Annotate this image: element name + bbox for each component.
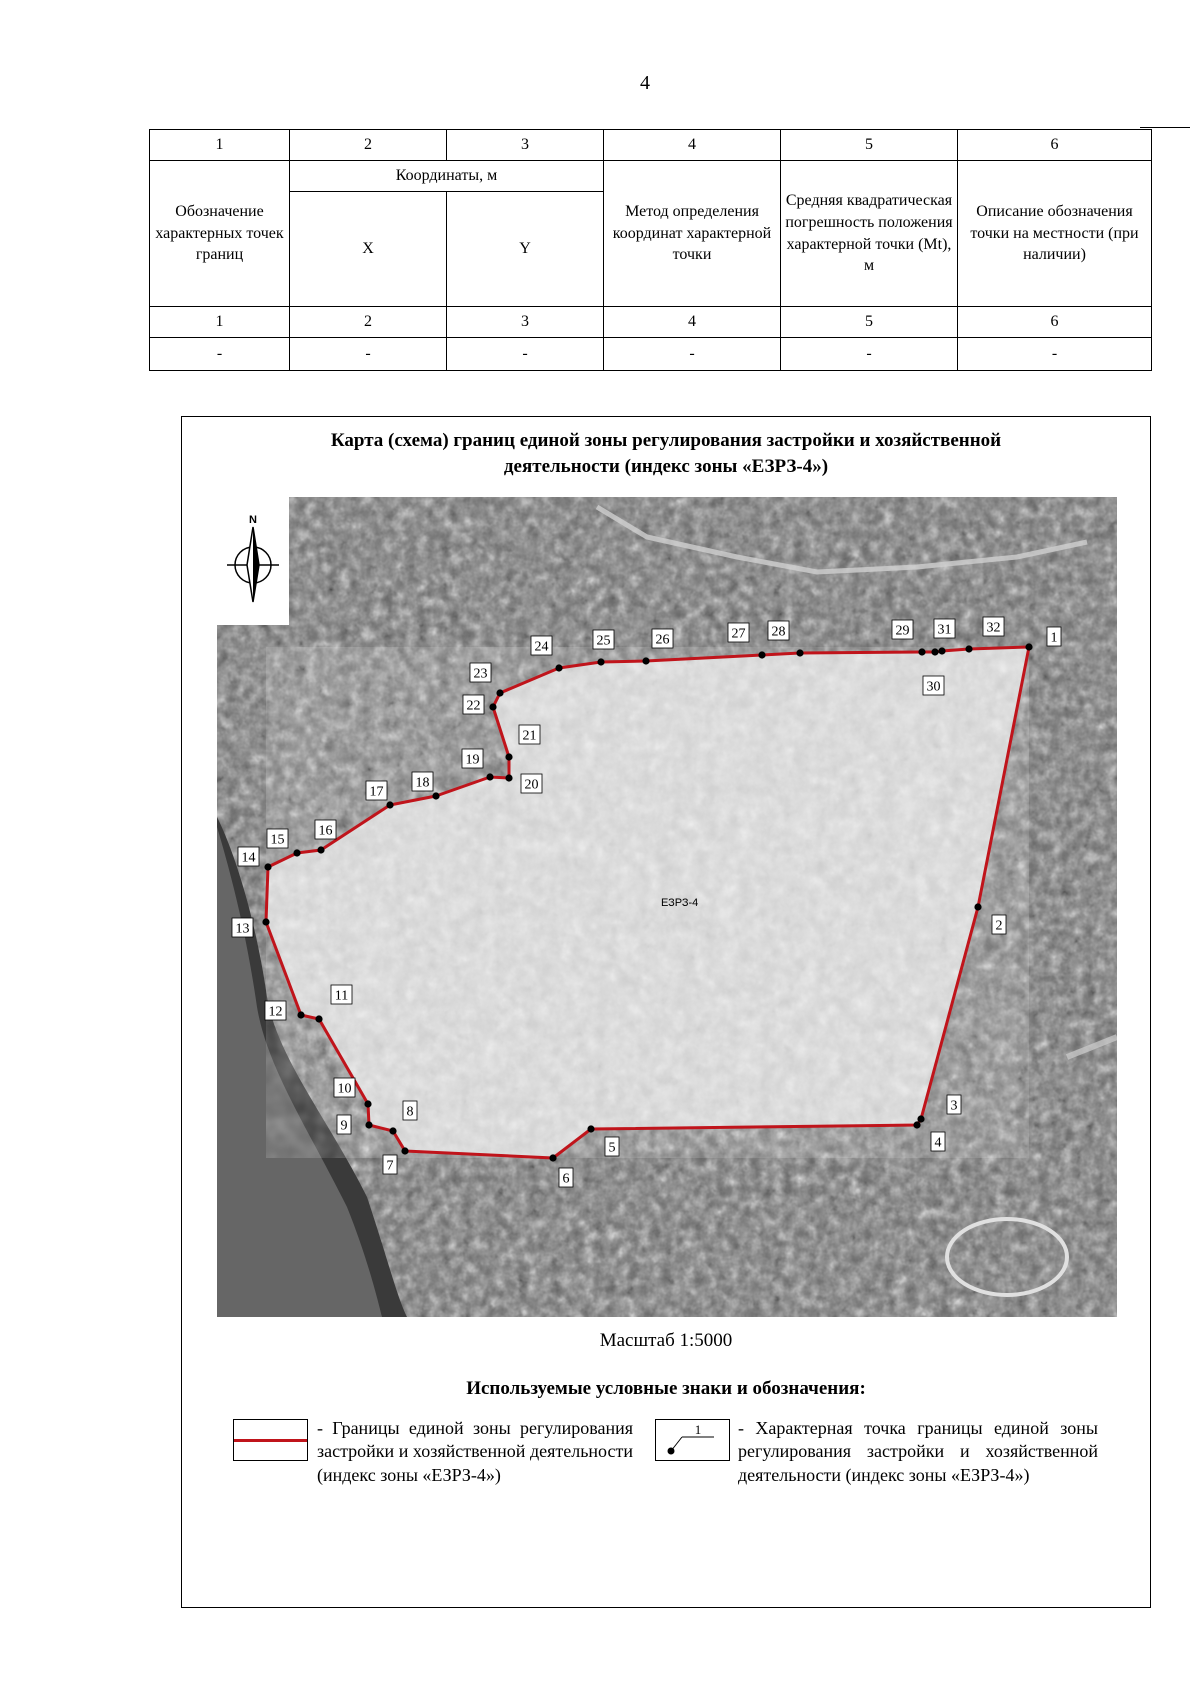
boundary-point-dot [401,1147,408,1154]
boundary-point-dot [1025,643,1032,650]
number-cell: 6 [958,307,1152,338]
table-cell: - [604,338,781,371]
boundary-point-dot [913,1121,920,1128]
point-label: 27 [731,626,746,642]
point-designation-header: Обозначение характерных точек границ [150,161,290,307]
boundary-point-dot [549,1154,556,1161]
number-cell: 2 [290,307,447,338]
boundary-point-dot [264,863,271,870]
boundary-point-dot [758,651,765,658]
point-label: 8 [406,1104,414,1120]
point-label: 24 [534,639,549,655]
point-label: 16 [318,823,333,839]
boundary-point-dot [974,903,981,910]
boundary-point-dot [587,1125,594,1132]
point-label: 9 [340,1118,348,1134]
number-cell: 3 [447,307,604,338]
boundary-point-dot [317,846,324,853]
boundary-point-dot [315,1015,322,1022]
map-title-line: Карта (схема) границ единой зоны регулирования застройки и хозяйственной [330,430,1002,451]
coordinates-table [149,129,1152,371]
boundary-point-dot [496,689,503,696]
boundary-point-dot [938,647,945,654]
map-image [217,497,1117,1317]
table-cell: - [781,338,958,371]
header-number-cell: 3 [447,130,604,161]
point-label: 22 [466,698,481,714]
table-header-row [150,161,1152,192]
table-cell: - [447,338,604,371]
boundary-point-dot [917,1115,924,1122]
map-title [181,428,1151,479]
table-number-row [150,307,1152,338]
point-label: 10 [337,1081,352,1097]
point-label: 5 [608,1140,616,1156]
number-cell: 1 [150,307,290,338]
x-header: X [290,192,447,307]
point-label: 12 [268,1004,283,1020]
description-header: Описание обозначения точки на местности (при наличии) [958,161,1152,307]
point-label: 15 [270,832,285,848]
point-label: 1 [1050,630,1058,646]
boundary-point-dot [297,1011,304,1018]
point-label: 4 [934,1135,942,1151]
boundary-point-dot [505,753,512,760]
point-label: 18 [415,775,430,791]
y-header: Y [447,192,604,307]
point-label: 3 [950,1098,958,1114]
boundary-point-dot [486,773,493,780]
legend-point-text: - Характерная точка границы единой зоны регулирования застройки и хозяйственной деятельности (индекс зоны «ЕЗРЗ-4») [738,1418,1098,1485]
map-title-line: деятельности (индекс зоны «ЕЗРЗ-4») [503,455,829,477]
header-number-cell: 4 [604,130,781,161]
legend-point-svg [656,1420,731,1462]
point-label: 21 [522,728,537,744]
point-label: 14 [241,850,256,866]
coordinates-header: Координаты, м [290,161,604,192]
map-svg [217,497,1117,1317]
header-number-cell: 2 [290,130,447,161]
boundary-point-dot [364,1100,371,1107]
point-label: 25 [596,633,611,649]
header-number-cell: 1 [150,130,290,161]
table-row [150,338,1152,371]
point-label: 13 [235,921,250,937]
boundary-point-dot [262,918,269,925]
point-label: 19 [465,752,480,768]
boundary-point-dot [555,664,562,671]
point-label: 26 [655,632,670,648]
number-cell: 5 [781,307,958,338]
boundary-point-dot [293,849,300,856]
legend-point-symbol [655,1419,730,1461]
error-header: Средняя квадратическая погрешность положения характерной точки (Mt), м [781,161,958,307]
table-header-number-row [150,130,1152,161]
point-label: 31 [937,622,952,638]
point-label: 30 [926,679,941,695]
point-label: 7 [386,1158,394,1174]
boundary-point-dot [931,648,938,655]
boundary-point-dot [489,703,496,710]
point-label: 28 [771,624,786,640]
point-label: 29 [895,623,910,639]
zone-label: ЕЗРЗ-4 [661,897,699,909]
boundary-point-dot [386,801,393,808]
boundary-point-dot [432,792,439,799]
north-label: N [249,514,257,526]
boundary-point-dot [597,658,604,665]
point-label: 23 [473,666,488,682]
legend-title: Используемые условные знаки и обозначения: [466,1378,866,1399]
table-cell: - [958,338,1152,371]
method-header: Метод определения координат характерной точки [604,161,781,307]
legend-boundary-symbol [233,1419,308,1461]
point-label: 32 [986,620,1001,636]
point-label: 11 [334,988,349,1004]
page-number: 4 [640,72,650,94]
boundary-point-dot [642,657,649,664]
legend-boundary-text: - Границы единой зоны регулирования застройки и хозяйственной деятельности (индекс зоны «ЕЗРЗ-4») [317,1418,633,1485]
point-label: 17 [369,784,384,800]
point-label: 2 [995,918,1003,934]
boundary-point-dot [389,1127,396,1134]
boundary-point-dot [796,649,803,656]
header-number-cell: 6 [958,130,1152,161]
boundary-point-dot [965,645,972,652]
number-cell: 4 [604,307,781,338]
point-label: 20 [524,777,539,793]
boundary-point-dot [365,1121,372,1128]
map-scale: Масштаб 1:5000 [599,1330,733,1351]
header-number-cell: 5 [781,130,958,161]
point-label: 6 [562,1171,570,1187]
legend-point-number: 1 [694,1422,702,1437]
boundary-point-dot [918,648,925,655]
boundary-point-dot [505,774,512,781]
table-cell: - [150,338,290,371]
table-cell: - [290,338,447,371]
header-rule [1140,127,1190,128]
